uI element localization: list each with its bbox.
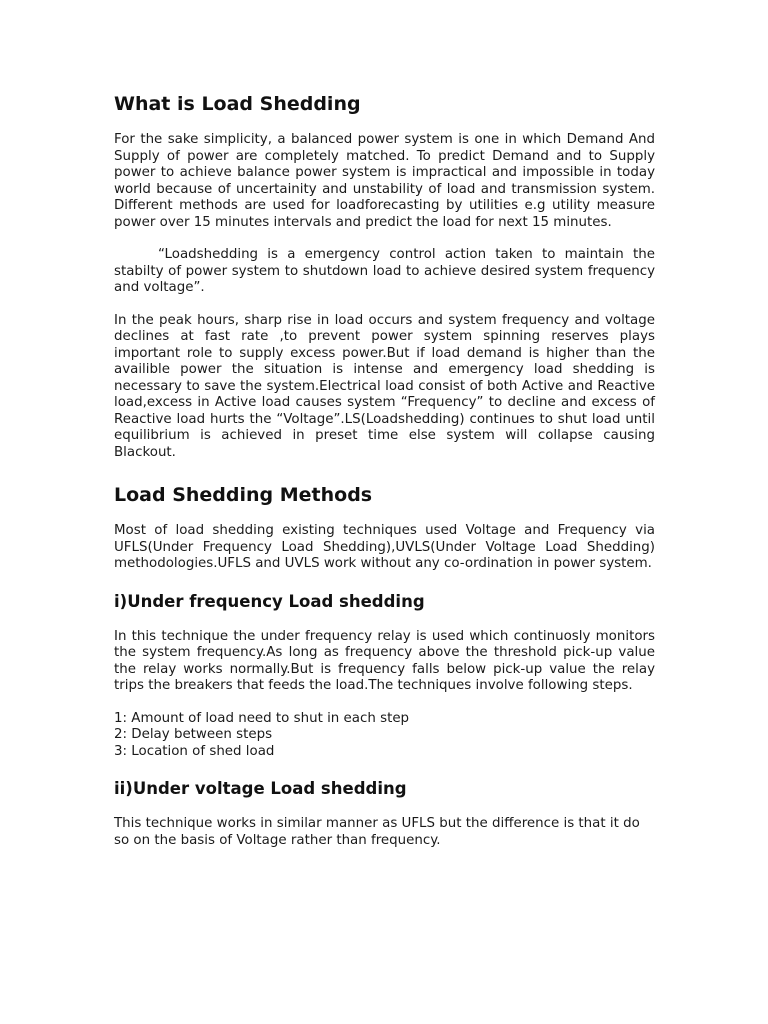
document-page bbox=[114, 92, 655, 849]
heading-load-shedding-methods: Load Shedding Methods bbox=[114, 484, 373, 506]
heading-what-is-load-shedding: What is Load Shedding bbox=[114, 93, 361, 115]
list-item: 3: Location of shed load bbox=[114, 743, 275, 759]
heading-under-frequency: i)Under frequency Load shedding bbox=[114, 591, 425, 611]
paragraph-peak-hours: In the peak hours, sharp rise in load occurs and system frequency and voltage declines at fast rate ,to prevent power system spinning reserves plays important role to supply excess power.But if load demand is higher than the availible power the situation is intense and emergency load shedding is necessary to save the system.Electrical load consist of both Active and Reactive load,excess in Active load causes system “Frequency” to decline and excess of Reactive load hurts the “Voltage”.LS(Loadshedding) continues to shut load until equilibrium is achieved in preset time else system will collapse causing Blackout. bbox=[114, 312, 655, 460]
list-item: 2: Delay between steps bbox=[114, 727, 273, 742]
paragraph-intro: For the sake simplicity, a balanced power system is one in which Demand And Supply of power are completely matched. To predict Demand and to Supply power to achieve balance power system is impractical and impossible in today world because of uncertainity and unstability of load and transmission system. Different methods are used for loadforecasting by utilities e.g utility measure power over 15 minutes intervals and predict the load for next 15 minutes. bbox=[114, 132, 655, 230]
steps-list bbox=[114, 711, 655, 761]
paragraph-under-voltage: This technique works in similar manner as UFLS but the difference is that it do so on the basis of Voltage rather than frequency. bbox=[114, 816, 640, 848]
heading-under-voltage: ii)Under voltage Load shedding bbox=[114, 779, 407, 798]
paragraph-under-frequency: In this technique the under frequency relay is used which continuosly monitors the system frequency.As long as frequency above the threshold pick-up value the relay works normally.But is frequency falls below pick-up value the relay trips the breakers that feeds the load.The techniques involve following steps. bbox=[114, 628, 655, 693]
paragraph-methods: Most of load shedding existing techniques used Voltage and Frequency via UFLS(Under Frequency Load Shedding),UVLS(Under Voltage Load Shedding) methodologies.UFLS and UVLS work without any co-ordination in power system. bbox=[114, 523, 655, 571]
paragraph-definition-quote: “Loadshedding is a emergency control action taken to maintain the stabilty of power system to shutdown load to achieve desired system frequency and voltage”. bbox=[114, 247, 655, 295]
list-item: 1: Amount of load need to shut in each step bbox=[114, 710, 410, 726]
